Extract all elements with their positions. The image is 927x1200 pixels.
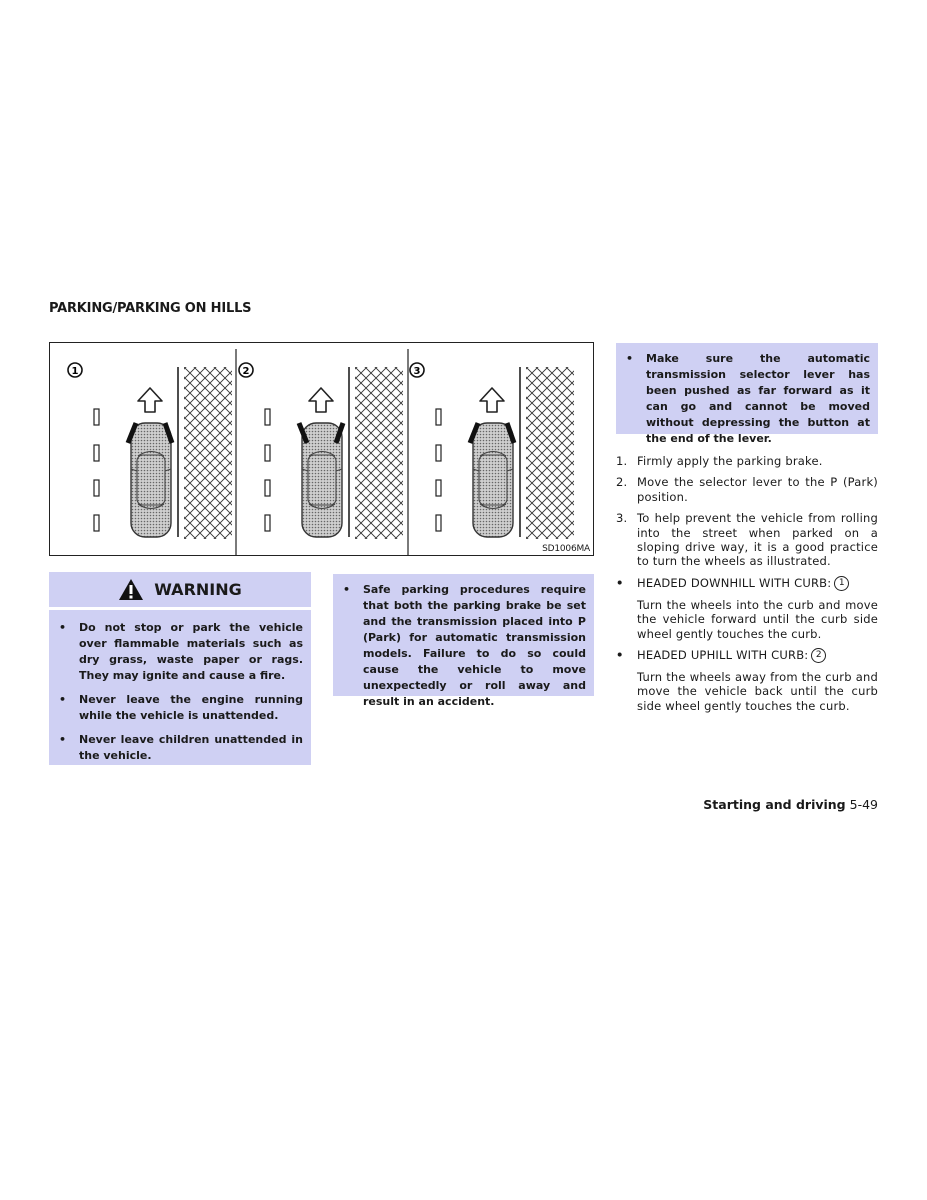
case-heading: • HEADED UPHILL WITH CURB: 2 [616, 648, 878, 663]
panel-number-2: 2 [242, 366, 250, 377]
footer-section: Starting and driving [703, 797, 846, 812]
page-title: PARKING/PARKING ON HILLS [49, 301, 252, 316]
warning-box [49, 610, 311, 765]
panel-2 [239, 363, 403, 539]
list-item: • Do not stop or park the vehicle over flammable materials such as dry grass, waste paper or rags. They may ignite and cause a fire. [59, 621, 303, 682]
parking-diagram [50, 343, 595, 557]
figure-code: SD1006MA [542, 544, 590, 554]
caution-box-right [616, 343, 878, 445]
ref-number: 1 [834, 576, 849, 591]
procedure-text [616, 454, 878, 720]
parking-illustration [49, 342, 594, 556]
caution-box-middle [333, 574, 594, 708]
panel-3 [410, 363, 574, 539]
case-text: Turn the wheels away from the curb and move the vehicle back until the curb side wheel gently touches the curb. [637, 670, 878, 713]
page-footer [703, 797, 878, 812]
panel-1 [68, 363, 232, 539]
step-item: 1. Firmly apply the parking brake. [616, 454, 823, 468]
case-text: Turn the wheels into the curb and move the vehicle forward until the curb side wheel gently touches the curb. [637, 597, 878, 641]
list-item: • Never leave the engine running while the vehicle is unattended. [59, 693, 303, 722]
panel-number-1: 1 [71, 366, 79, 377]
list-item: • Never leave children unattended in the vehicle. [59, 733, 303, 762]
case-heading: • HEADED DOWNHILL WITH CURB: 1 [616, 576, 878, 591]
list-item: • Safe parking procedures require that both the parking brake be set and the transmission placed into P (Park) for automatic transmission models. Failure to do so could cause the vehicle to move unexpectedly or roll away and result in an accident. [343, 583, 586, 708]
step-item: 2. Move the selector lever to the P (Park) position. [616, 475, 878, 504]
warning-icon [118, 578, 144, 601]
panel-number-3: 3 [413, 366, 421, 377]
list-item: • Make sure the automatic transmission selector lever has been pushed as far forward as it can go and cannot be moved without depressing the button at the end of the lever. [626, 352, 870, 445]
step-item: 3. To help prevent the vehicle from rolling into the street when parked on a sloping drive way, it is a good practice to turn the wheels as illustrated. [616, 511, 878, 569]
warning-title: WARNING [154, 580, 242, 599]
ref-number: 2 [811, 648, 826, 663]
page-number: 5-49 [849, 797, 878, 812]
warning-header [49, 572, 311, 609]
